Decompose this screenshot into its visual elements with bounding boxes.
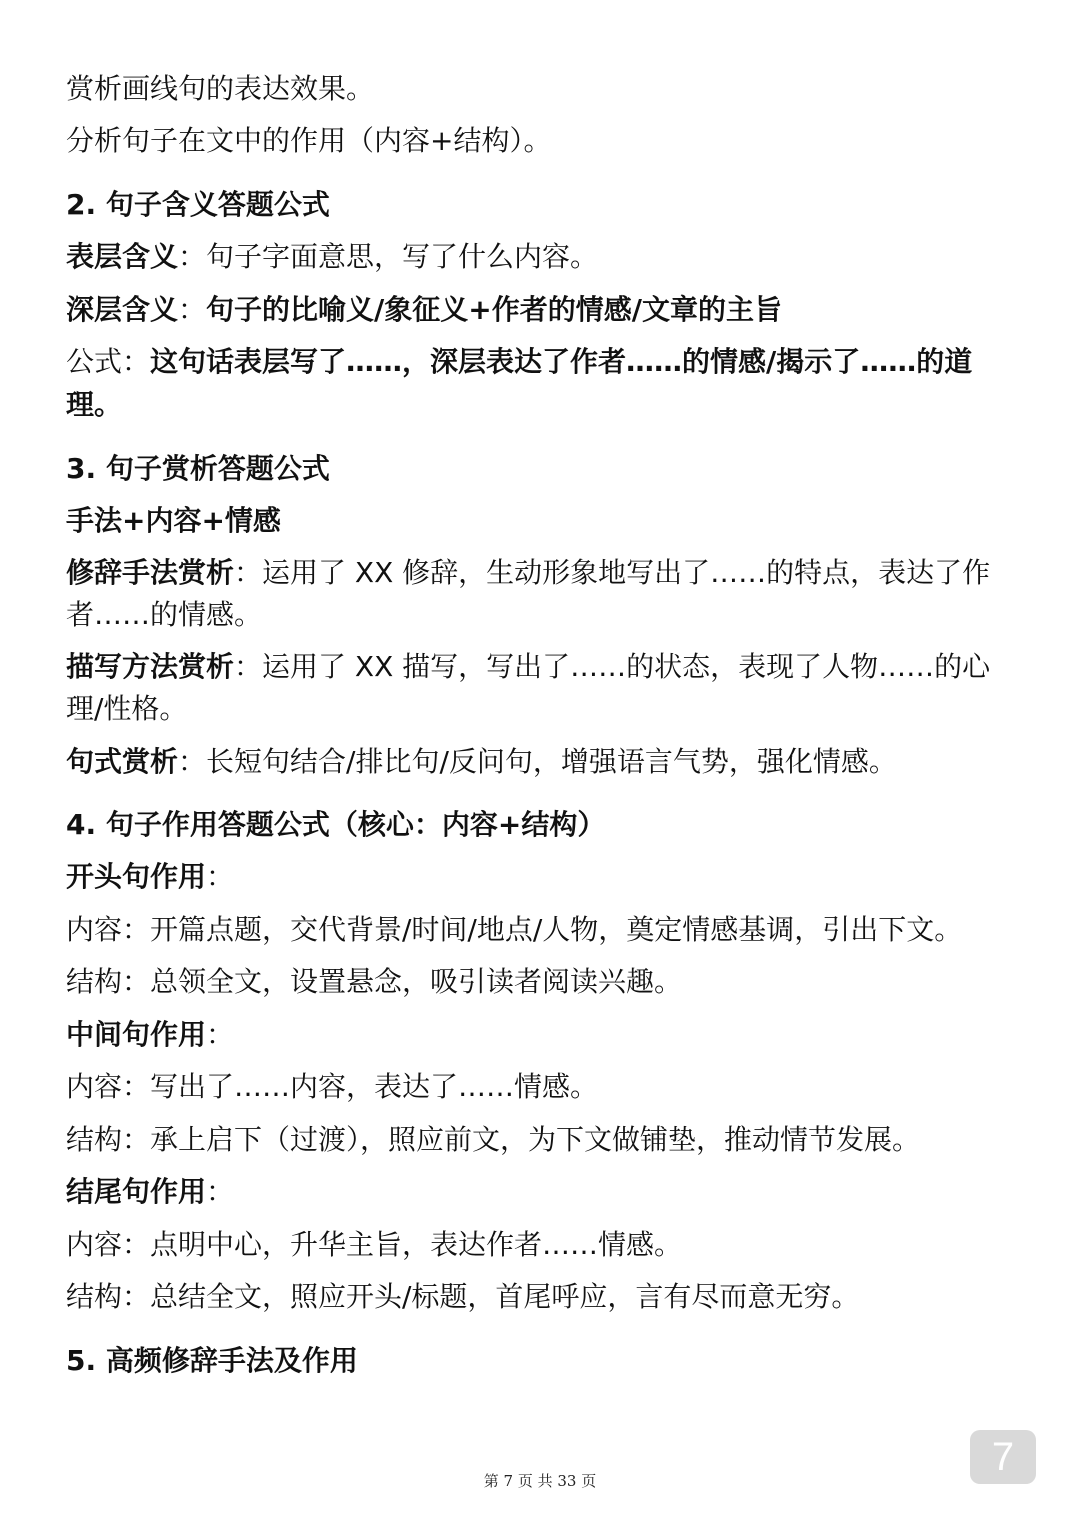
- ending-label: 结尾句作用: [66, 1175, 207, 1208]
- opening-structure: 结构：总领全文，设置悬念，吸引读者阅读兴趣。: [66, 965, 683, 998]
- sentence-pattern-label: 句式赏析: [66, 745, 179, 778]
- describe-label: 描写方法赏析: [66, 650, 235, 683]
- formula-line-1: [66, 341, 1026, 383]
- formula-line-2: 理。: [66, 388, 123, 421]
- section-3-heading: 3. 句子赏析答题公式: [66, 452, 330, 485]
- ending-heading-line: [66, 1171, 1026, 1213]
- surface-meaning-label: 表层含义: [66, 240, 179, 273]
- section-4-heading: 4. 句子作用答题公式（核心：内容+结构）: [66, 808, 606, 841]
- middle-structure: 结构：承上启下（过渡），照应前文，为下文做铺垫，推动情节发展。: [66, 1123, 921, 1156]
- formula-text: 这句话表层写了……，深层表达了作者……的情感/揭示了……的道: [150, 345, 973, 378]
- describe-text: ：运用了 XX 描写，写出了……的状态，表现了人物……的心: [234, 650, 991, 683]
- opening-heading-line: [66, 856, 1026, 898]
- surface-meaning-text: ：句子字面意思，写了什么内容。: [178, 240, 599, 273]
- deep-meaning-line: [66, 289, 1026, 331]
- describe-line-1: [66, 646, 1026, 688]
- section-2-heading: 2. 句子含义答题公式: [66, 188, 330, 221]
- middle-content: 内容：写出了……内容，表达了……情感。: [66, 1070, 599, 1103]
- page-number-badge: 7: [970, 1430, 1036, 1484]
- rhetoric-line-1: [66, 552, 1026, 594]
- describe-line-2: 理/性格。: [66, 692, 188, 725]
- middle-heading-line: [66, 1014, 1026, 1056]
- opening-content: 内容：开篇点题，交代背景/时间/地点/人物，奠定情感基调，引出下文。: [66, 913, 963, 946]
- sentence-pattern-line: [66, 741, 1026, 783]
- page-footer: 第 7 页 共 33 页: [483, 1472, 597, 1490]
- ending-structure: 结构：总结全文，照应开头/标题，首尾呼应，言有尽而意无穷。: [66, 1280, 860, 1313]
- middle-colon: ：: [206, 1018, 235, 1051]
- rhetoric-text: ：运用了 XX 修辞，生动形象地写出了……的特点，表达了作: [234, 556, 991, 589]
- rhetoric-line-2: 者……的情感。: [66, 598, 263, 631]
- opening-label: 开头句作用: [66, 860, 207, 893]
- intro-line-1: 赏析画线句的表达效果。: [66, 72, 375, 105]
- ending-colon: ：: [206, 1175, 235, 1208]
- deep-meaning-colon: ：: [178, 293, 207, 326]
- ending-content: 内容：点明中心，升华主旨，表达作者……情感。: [66, 1228, 683, 1261]
- middle-label: 中间句作用: [66, 1018, 207, 1051]
- deep-meaning-label: 深层含义: [66, 293, 179, 326]
- rhetoric-label: 修辞手法赏析: [66, 556, 235, 589]
- formula-label: 公式：: [66, 345, 151, 378]
- opening-colon: ：: [206, 860, 235, 893]
- intro-line-2: 分析句子在文中的作用（内容+结构）。: [66, 124, 552, 157]
- deep-meaning-text: 句子的比喻义/象征义+作者的情感/文章的主旨: [206, 293, 782, 326]
- section-3-subtitle: 手法+内容+情感: [66, 504, 281, 537]
- section-5-heading: 5. 高频修辞手法及作用: [66, 1344, 358, 1377]
- surface-meaning-line: [66, 236, 1026, 278]
- sentence-pattern-text: ：长短句结合/排比句/反问句，增强语言气势，强化情感。: [178, 745, 897, 778]
